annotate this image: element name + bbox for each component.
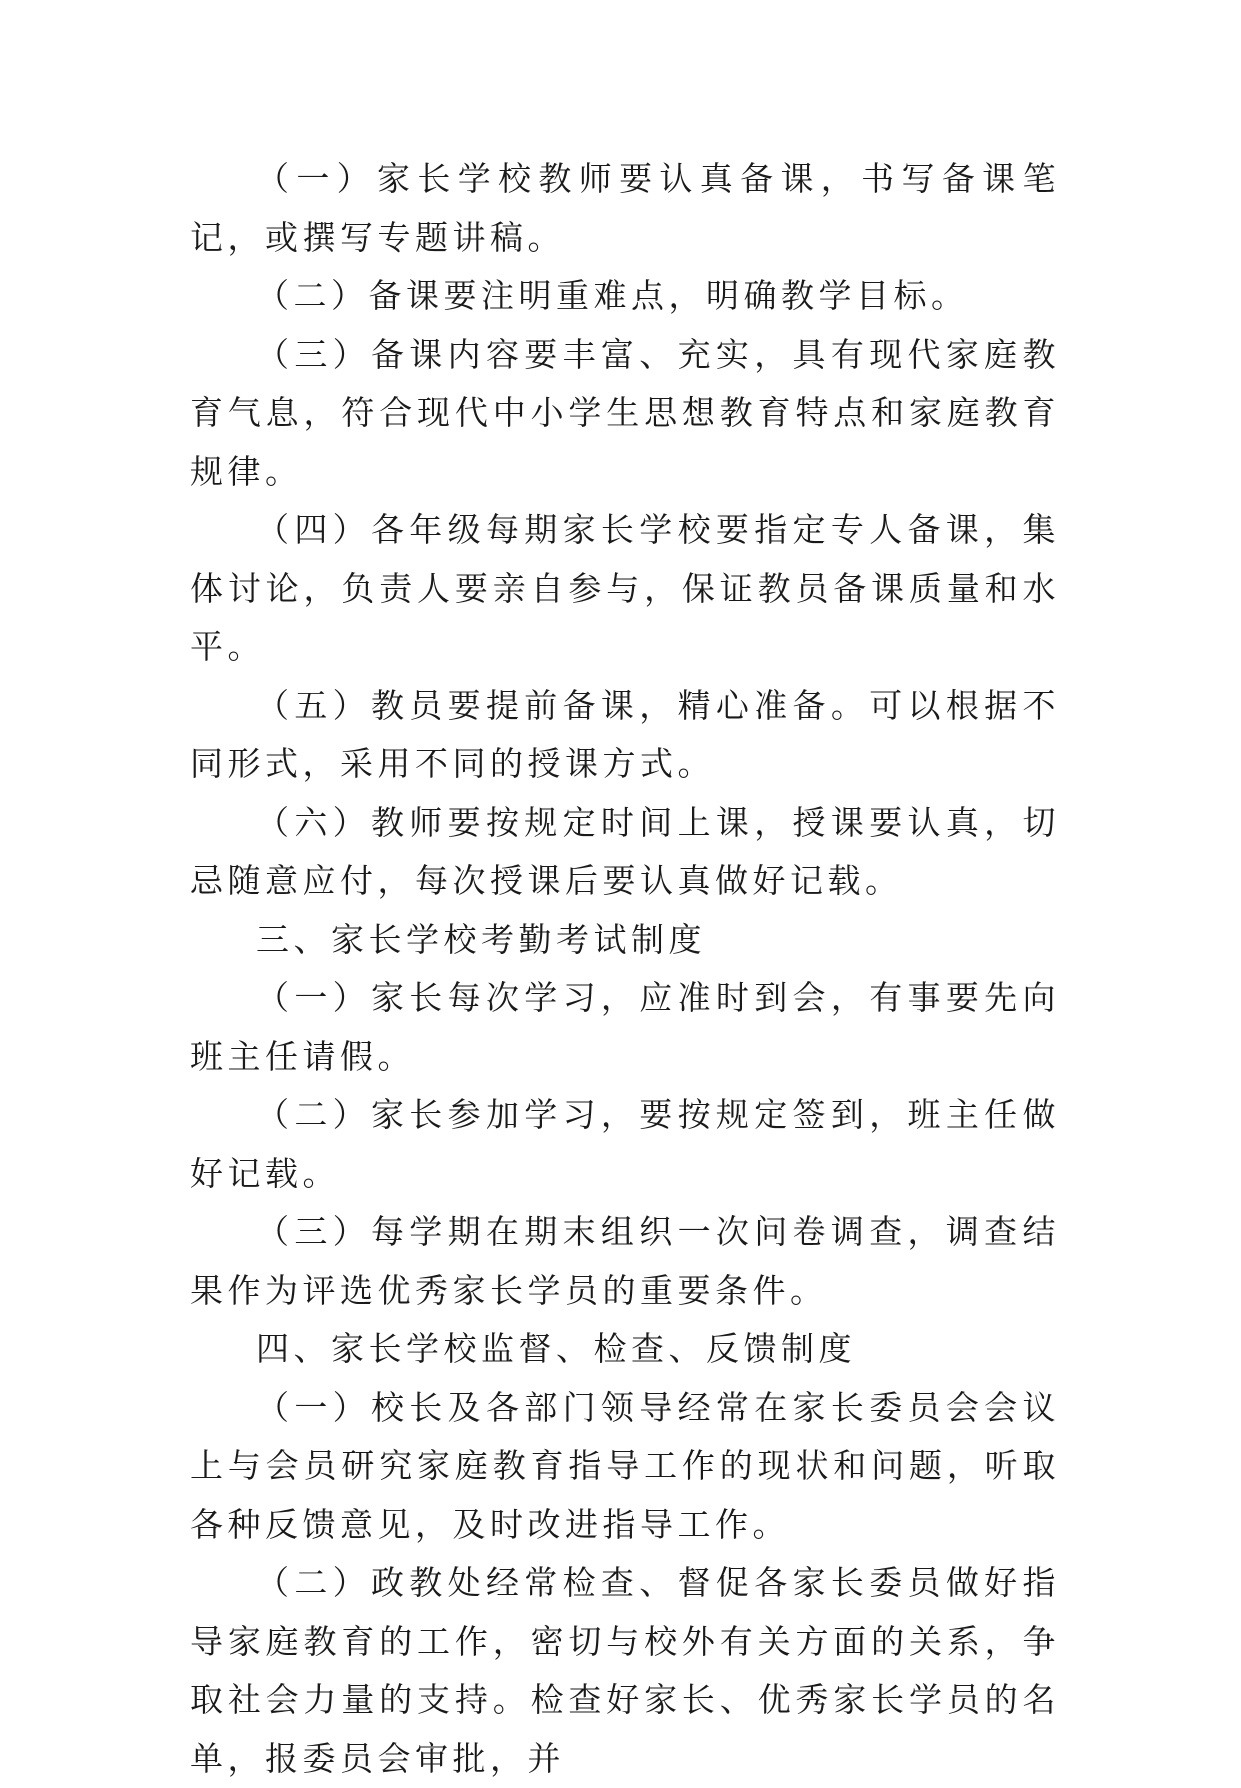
paragraph-4-2: （二）政教处经常检查、督促各家长委员做好指导家庭教育的工作，密切与校外有关方面的关系，争取社会力量的支持。检查好家长、优秀家长学员的名单，报委员会审批，并 xyxy=(190,1563,1060,1778)
paragraph-3-1: （一）家长每次学习，应准时到会，有事要先向班主任请假。 xyxy=(190,978,1060,1076)
paragraph-1-4: （四）各年级每期家长学校要指定专人备课，集体讨论，负责人要亲自参与，保证教员备课质量和水平。 xyxy=(190,510,1060,666)
paragraph-4-1: （一）校长及各部门领导经常在家长委员会会议上与会员研究家庭教育指导工作的现状和问题，听取各种反馈意见，及时改进指导工作。 xyxy=(190,1387,1060,1544)
paragraph-3-2: （二）家长参加学习，要按规定签到，班主任做好记载。 xyxy=(190,1095,1060,1193)
paragraph-1-6: （六）教师要按规定时间上课，授课要认真，切忌随意应付，每次授课后要认真做好记载。 xyxy=(190,802,1060,900)
paragraph-1-1: （一）家长学校教师要认真备课，书写备课笔记，或撰写专题讲稿。 xyxy=(190,159,1060,257)
section-heading-attendance: 三、家长学校考勤考试制度 xyxy=(256,919,706,959)
paragraph-3-3: （三）每学期在期末组织一次问卷调查，调查结果作为评选优秀家长学员的重要条件。 xyxy=(190,1212,1060,1310)
paragraph-1-5: （五）教员要提前备课，精心准备。可以根据不同形式，采用不同的授课方式。 xyxy=(190,685,1060,783)
section-heading-supervision: 四、家长学校监督、检查、反馈制度 xyxy=(256,1329,856,1368)
document-body xyxy=(190,150,1060,1788)
paragraph-1-2: （二）备课要注明重难点，明确教学目标。 xyxy=(256,276,969,315)
paragraph-1-3: （三）备课内容要丰富、充实，具有现代家庭教育气息，符合现代中小学生思想教育特点和家庭教育规律。 xyxy=(190,334,1060,491)
